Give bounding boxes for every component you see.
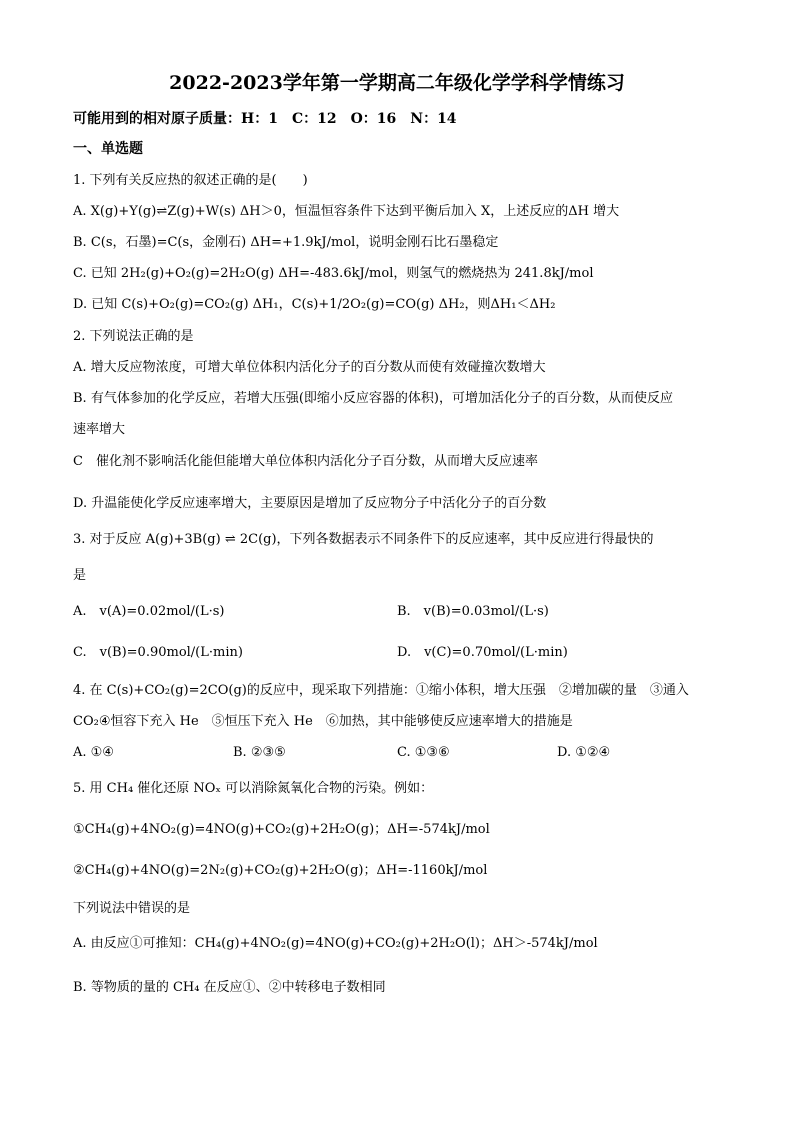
q4-stem-line2: CO₂④恒容下充入 He ⑤恒压下充入 He ⑥加热，其中能够使反应速率增大的措施是 <box>73 714 573 729</box>
q2-option-c: C 催化剂不影响活化能但能增大单位体积内活化分子百分数，从而增大反应速率 <box>73 454 538 469</box>
q1-option-a: A. X(g)+Y(g)⇌Z(g)+W(s) ΔH＞0，恒温恒容条件下达到平衡后加入 X，上述反应的ΔH 增大 <box>73 204 620 219</box>
q2-option-a: A. 增大反应物浓度，可增大单位体积内活化分子的百分数从而使有效碰撞次数增大 <box>73 360 546 375</box>
page-title: 2022-2023学年第一学期高二年级化学学科学情练习 <box>169 72 625 94</box>
q2-option-b-line1: B. 有气体参加的化学反应，若增大压强(即缩小反应容器的体积)，可增加活化分子的百分数，从而使反应 <box>73 391 673 406</box>
q5-question: 下列说法中错误的是 <box>73 901 191 916</box>
q5-option-a: A. 由反应①可推知：CH₄(g)+4NO₂(g)=4NO(g)+CO₂(g)+2H₂O(l)；ΔH＞-574kJ/mol <box>73 936 598 951</box>
q2-option-d: D. 升温能使化学反应速率增大，主要原因是增加了反应物分子中活化分子的百分数 <box>73 496 547 511</box>
q4-stem-line1: 4. 在 C(s)+CO₂(g)=2CO(g)的反应中，现采取下列措施：①缩小体积，增大压强 ②增加碳的量 ③通入 <box>73 683 689 698</box>
q1-option-d: D. 已知 C(s)+O₂(g)=CO₂(g) ΔH₁，C(s)+1/2O₂(g)=CO(g) ΔH₂，则ΔH₁＜ΔH₂ <box>73 297 556 312</box>
q2-stem: 2. 下列说法正确的是 <box>73 329 194 344</box>
q5-option-b: B. 等物质的量的 CH₄ 在反应①、②中转移电子数相同 <box>73 980 386 995</box>
q3-option-a: A. v(A)=0.02mol/(L·s) <box>73 604 225 619</box>
q1-stem: 1. 下列有关反应热的叙述正确的是( ) <box>73 173 308 188</box>
q5-equation-1: ①CH₄(g)+4NO₂(g)=4NO(g)+CO₂(g)+2H₂O(g)；ΔH=-574kJ/mol <box>73 822 490 837</box>
q3-option-b: B. v(B)=0.03mol/(L·s) <box>397 604 549 619</box>
q3-stem-line2: 是 <box>73 568 87 583</box>
q4-option-d: D. ①②④ <box>557 745 611 760</box>
q3-option-c: C. v(B)=0.90mol/(L·min) <box>73 645 243 660</box>
q4-option-a: A. ①④ <box>73 745 114 760</box>
q4-option-b: B. ②③⑤ <box>233 745 286 760</box>
q1-option-c: C. 已知 2H₂(g)+O₂(g)=2H₂O(g) ΔH=-483.6kJ/mol，则氢气的燃烧热为 241.8kJ/mol <box>73 266 594 281</box>
q3-option-d: D. v(C)=0.70mol/(L·min) <box>397 645 568 660</box>
q5-equation-2: ②CH₄(g)+4NO(g)=2N₂(g)+CO₂(g)+2H₂O(g)；ΔH=-1160kJ/mol <box>73 863 488 878</box>
q2-option-b-line2: 速率增大 <box>73 422 126 437</box>
section-heading: 一、单选题 <box>73 141 143 157</box>
q1-option-b: B. C(s，石墨)=C(s，金刚石) ΔH=+1.9kJ/mol，说明金刚石比石墨稳定 <box>73 235 499 250</box>
q3-stem-line1: 3. 对于反应 A(g)+3B(g) ⇌ 2C(g)，下列各数据表示不同条件下的反应速率，其中反应进行得最快的 <box>73 532 654 547</box>
atomic-masses-line: 可能用到的相对原子质量：H：1 C：12 O：16 N：14 <box>73 111 457 127</box>
q5-stem: 5. 用 CH₄ 催化还原 NOₓ 可以消除氮氧化合物的污染。例如： <box>73 781 434 796</box>
q4-option-c: C. ①③⑥ <box>397 745 450 760</box>
